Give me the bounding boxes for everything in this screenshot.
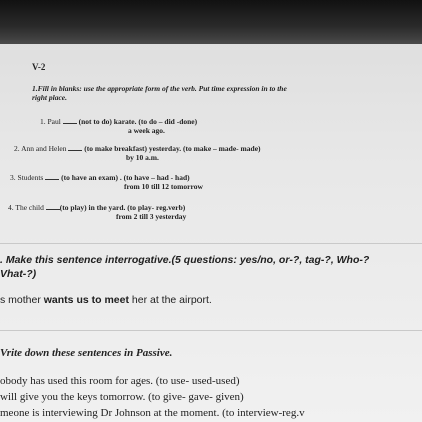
exercise-item-3: 3. Students (to have an exam) . (to have – had - had): [10, 173, 190, 182]
passive-sentence-3: meone is interviewing Dr Johnson at the moment. (to interview-reg.v: [0, 407, 305, 419]
answer-blank: [68, 150, 82, 151]
section2-title-cont: Vhat-?): [0, 268, 37, 280]
section2-sentence: s mother wants us to meet her at the airport.: [0, 294, 212, 306]
time-expression-1: a week ago.: [128, 126, 165, 135]
answer-blank: [46, 209, 60, 210]
exercise-item-4: 4. The child (to play) in the yard. (to play- reg.verb): [8, 203, 186, 212]
time-expression-2: by 10 a.m.: [126, 153, 159, 162]
divider: [0, 330, 422, 331]
section2-title: . Make this sentence interrogative.(5 questions: yes/no, or-?, tag-?, Who-?: [0, 254, 370, 266]
exercise-item-2: 2. Ann and Helen (to make breakfast) yesterday. (to make – made- made): [14, 144, 261, 153]
passive-sentence-2: will give you the keys tomorrow. (to give- gave- given): [0, 391, 244, 403]
section1-instruction: 1.Fill in blanks: use the appropriate form of the verb. Put time expression in to the right place.: [32, 84, 287, 102]
section3-title: Vrite down these sentences in Passive.: [0, 347, 173, 359]
dark-shadow-band: [0, 0, 422, 44]
answer-blank: [45, 179, 59, 180]
exercise-item-1: 1. Paul (not to do) karate. (to do – did -done): [40, 117, 198, 126]
answer-blank: [63, 123, 77, 124]
variant-title: V-2: [32, 62, 46, 72]
time-expression-4: from 2 till 3 yesterday: [116, 212, 187, 221]
passive-sentence-1: obody has used this room for ages. (to use- used-used): [0, 375, 240, 387]
time-expression-3: from 10 till 12 tomorrow: [124, 182, 203, 191]
divider: [0, 243, 422, 244]
